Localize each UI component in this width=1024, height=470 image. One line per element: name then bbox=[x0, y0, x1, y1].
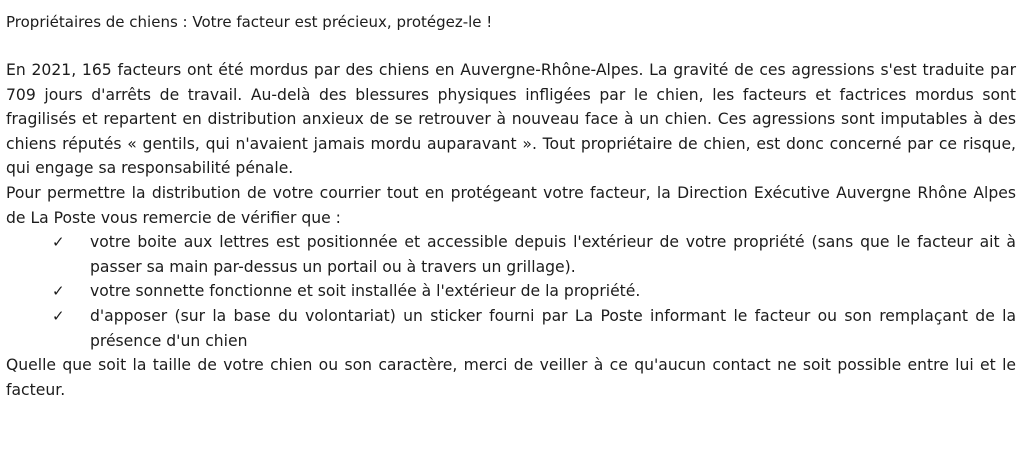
checkmark-icon: ✓ bbox=[52, 282, 65, 301]
checklist bbox=[6, 230, 1016, 353]
paragraph-closing: Quelle que soit la taille de votre chien ou son caractère, merci de veiller à ce qu'aucun contact ne soit possible entre lui et le facteur. bbox=[6, 356, 1016, 399]
checklist-item-sticker bbox=[6, 304, 1016, 353]
checklist-item-text: votre sonnette fonctionne et soit installée à l'extérieur de la propriété. bbox=[90, 282, 641, 301]
paragraph-request-intro: Pour permettre la distribution de votre courrier tout en protégeant votre facteur, la Direction Exécutive Auvergne Rhône Alpes de La Poste vous remercie de vérifier que : bbox=[6, 183, 1016, 227]
checkmark-icon: ✓ bbox=[52, 233, 65, 252]
document-title: Propriétaires de chiens : Votre facteur est précieux, protégez-le ! bbox=[6, 13, 493, 31]
checklist-item-mailbox bbox=[6, 230, 1016, 279]
checklist-item-text: d'apposer (sur la base du volontariat) un sticker fourni par La Poste informant le facteur ou son remplaçant de la présence d'un chien bbox=[90, 306, 1016, 350]
paragraph-dog-bite-statistics: En 2021, 165 facteurs ont été mordus par des chiens en Auvergne-Rhône-Alpes. La gravité de ces agressions s'est traduite par 709 jours d'arrêts de travail. Au-delà des blessures physiques infligées par le chien, les facteurs et factrices mordus sont fragilisés et repartent en distribution anxieux de se retrouver à nouveau face à un chien. Ces agressions sont imputables à des chiens réputés « gentils, qui n'avaient jamais mordu auparavant ». Tout propriétaire de chien, est donc concerné par ce risque, qui engage sa responsabilité pénale. bbox=[6, 61, 1016, 178]
checklist-item-doorbell bbox=[6, 279, 1016, 304]
checkmark-icon: ✓ bbox=[52, 306, 65, 325]
checklist-item-text: votre boite aux lettres est positionnée et accessible depuis l'extérieur de votre propriété (sans que le facteur ait à passer sa main par-dessus un portail ou à travers un grillage). bbox=[90, 233, 1016, 276]
document-page bbox=[6, 10, 1016, 402]
